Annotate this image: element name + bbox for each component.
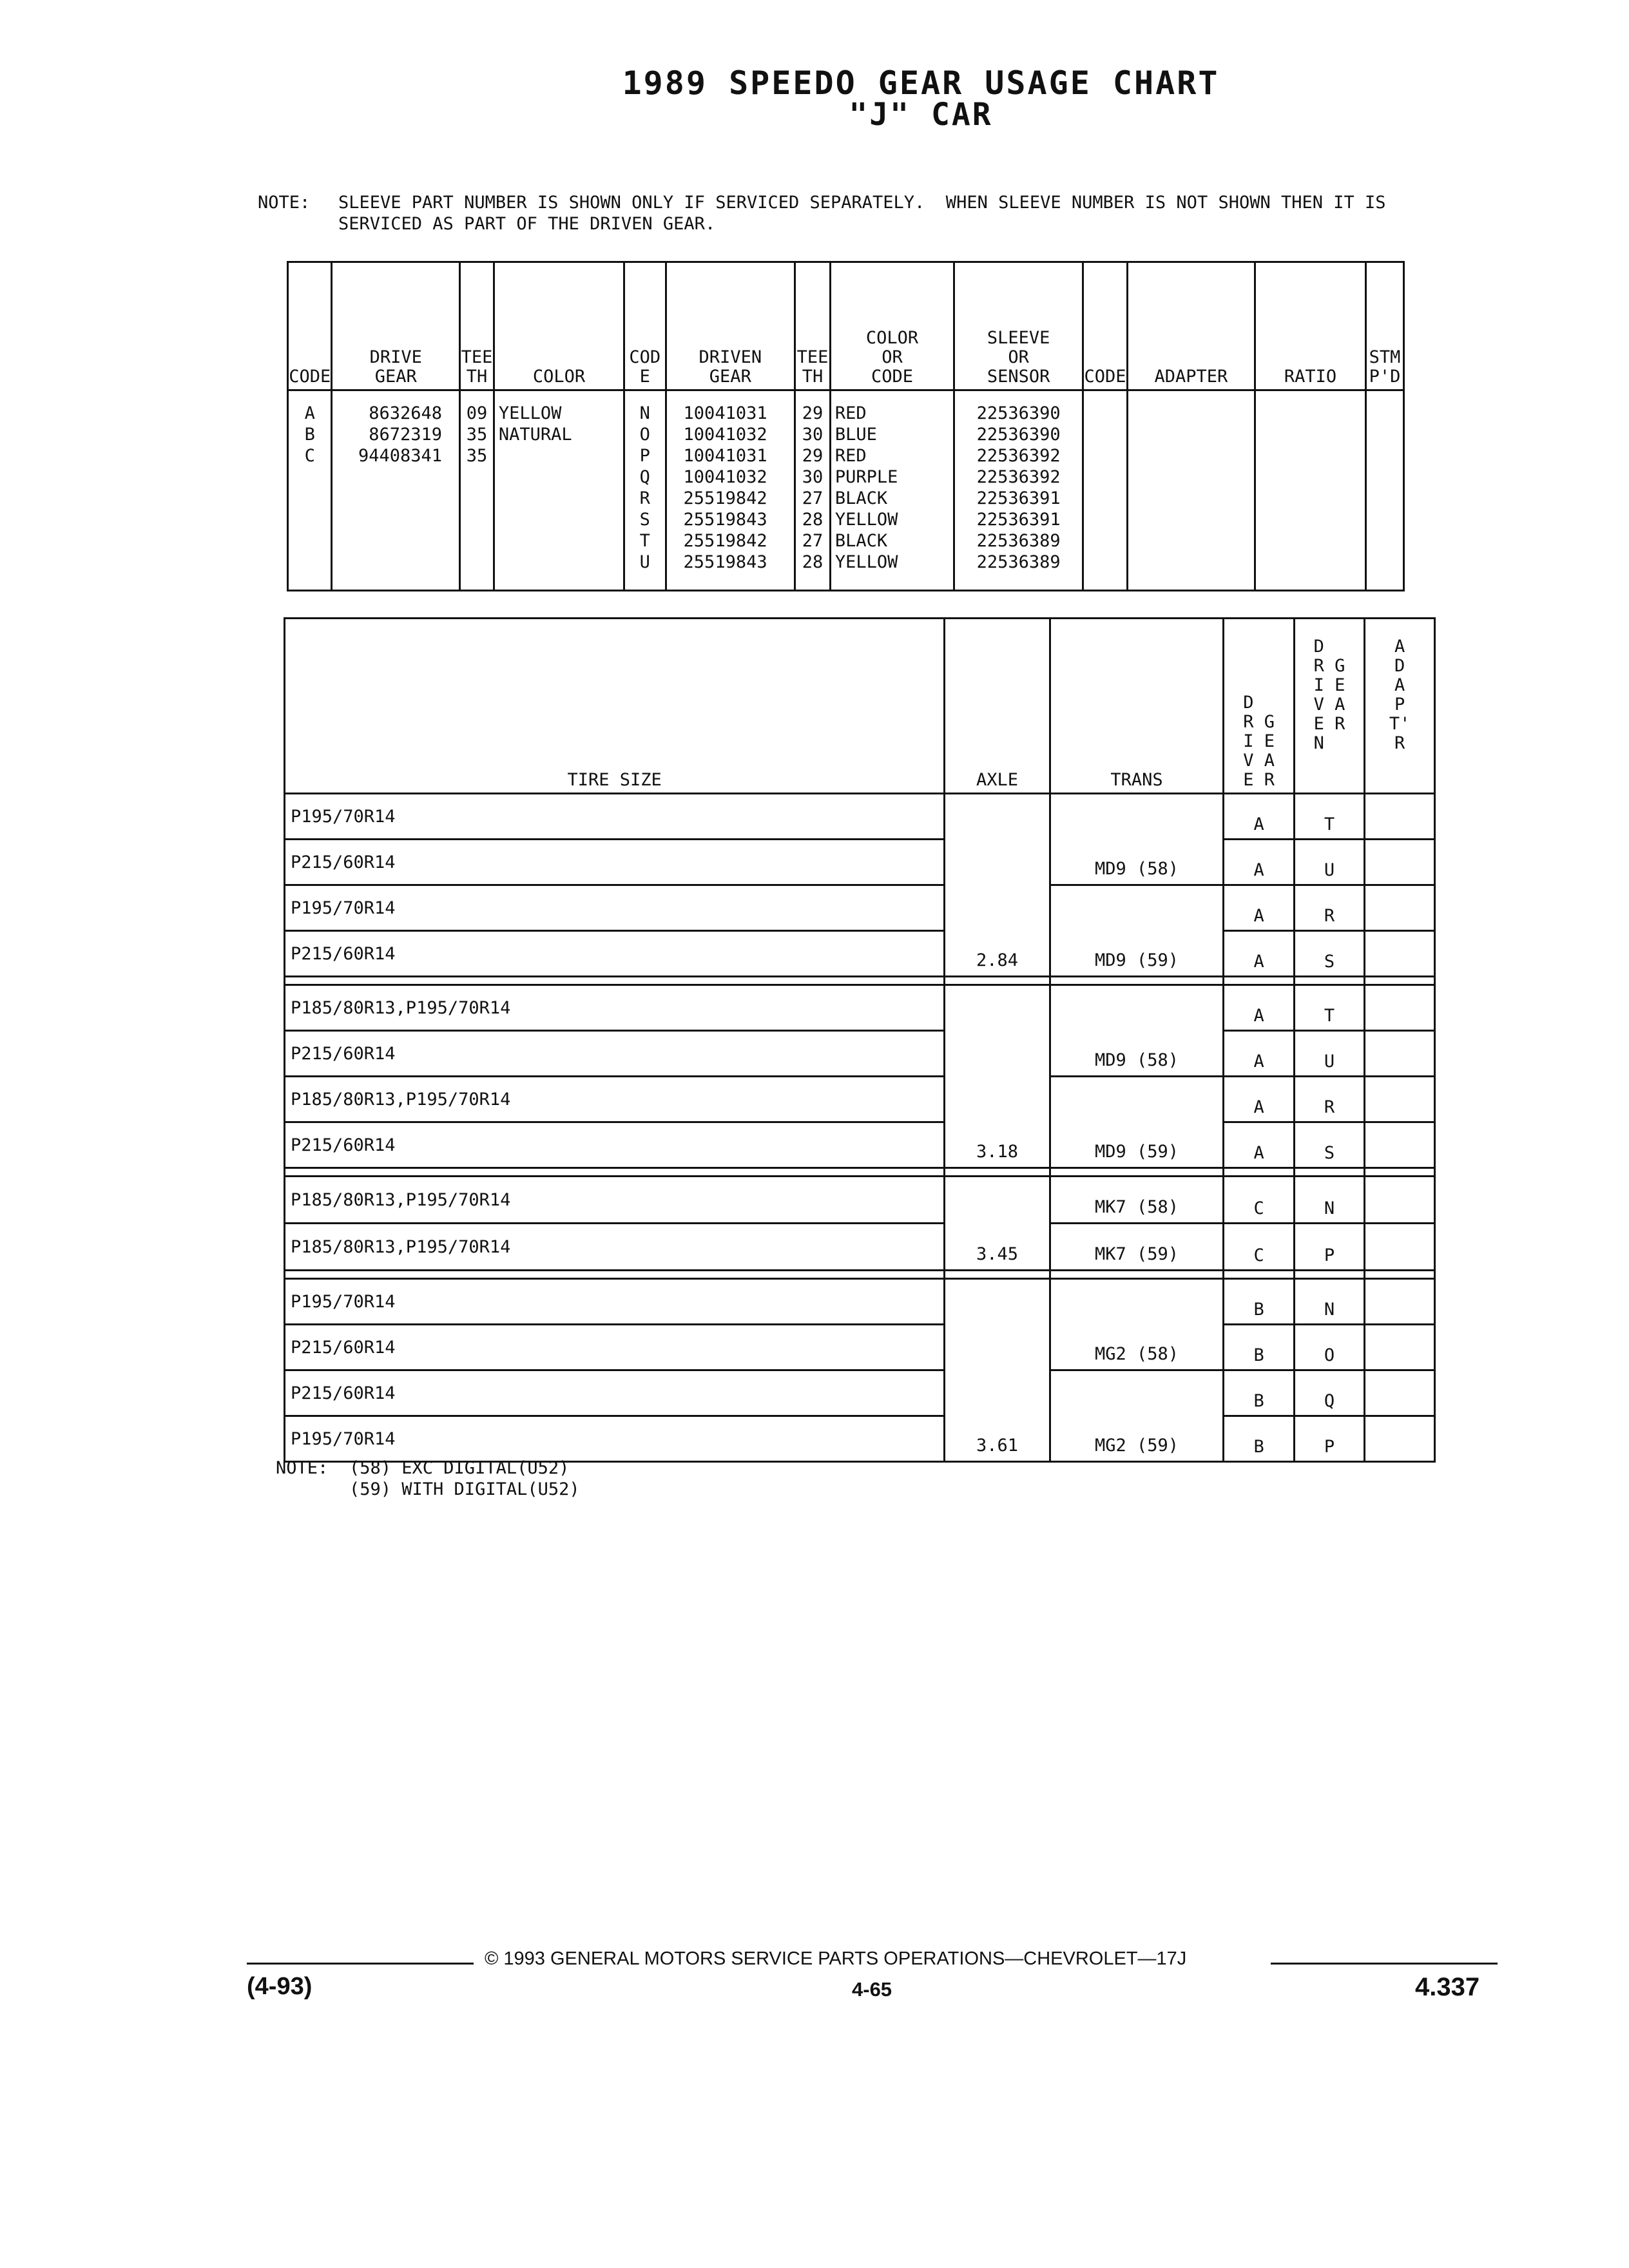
bottom-note-label: NOTE: bbox=[276, 1458, 329, 1478]
adapter-cell bbox=[1365, 1177, 1435, 1224]
adapter-cell bbox=[1365, 1325, 1435, 1370]
col-sleeve-or-sensor: SLEEVE OR SENSOR bbox=[954, 262, 1083, 390]
driven-gear-cell: N bbox=[1294, 1177, 1364, 1224]
bottom-note-line-2: (59) WITH DIGITAL(U52) bbox=[349, 1479, 580, 1499]
driven-gear-cell: U bbox=[1294, 1031, 1364, 1077]
col-code-2: CODE bbox=[624, 262, 666, 390]
drive-gear-cell: A bbox=[1224, 1031, 1294, 1077]
col-drive-gear-2: D R G I E V A E R bbox=[1224, 619, 1294, 794]
sleeve-numbers: 22536390 22536390 22536392 22536392 22536391 22536391 22536389 22536389 bbox=[954, 390, 1083, 591]
tire-size-cell: P185/80R13,P195/70R14 bbox=[285, 1177, 945, 1224]
tire-size-cell: P195/70R14 bbox=[285, 1416, 945, 1462]
driven-gear-cell: R bbox=[1294, 1077, 1364, 1122]
table-row bbox=[285, 1325, 1435, 1370]
drive-colors: YELLOW NATURAL bbox=[494, 390, 624, 591]
trans-cell: MG2 (59) bbox=[1050, 1370, 1224, 1462]
table-row bbox=[285, 885, 1435, 931]
table-row bbox=[285, 985, 1435, 1031]
table-row bbox=[285, 1370, 1435, 1416]
axle-cell: 2.84 bbox=[945, 794, 1050, 977]
driven-gear-cell: S bbox=[1294, 1122, 1364, 1168]
col-code: CODE bbox=[288, 262, 332, 390]
footer-date: (4-93) bbox=[247, 1973, 313, 2000]
drive-codes: A B C bbox=[288, 390, 332, 591]
adapter-cell bbox=[1127, 390, 1255, 591]
drive-gear-cell: B bbox=[1224, 1279, 1294, 1325]
adapter-cell bbox=[1365, 1077, 1435, 1122]
col-adapter: ADAPTER bbox=[1127, 262, 1255, 390]
note-line-1: SLEEVE PART NUMBER IS SHOWN ONLY IF SERVICED SEPARATELY. WHEN SLEEVE NUMBER IS NOT SHOWN THEN IT IS bbox=[338, 193, 1386, 213]
col-code-3: CODE bbox=[1083, 262, 1127, 390]
driven-gear-cell: S bbox=[1294, 931, 1364, 977]
driven-gear-cell: P bbox=[1294, 1224, 1364, 1271]
driven-gear-cell: N bbox=[1294, 1279, 1364, 1325]
drive-gear-cell: B bbox=[1224, 1416, 1294, 1462]
note-line-2: SERVICED AS PART OF THE DRIVEN GEAR. bbox=[338, 214, 716, 234]
drive-gear-cell: C bbox=[1224, 1224, 1294, 1271]
driven-colors: RED BLUE RED PURPLE BLACK YELLOW BLACK YELLOW bbox=[830, 390, 954, 591]
ratio-cell bbox=[1255, 390, 1365, 591]
tire-size-cell: P215/60R14 bbox=[285, 1325, 945, 1370]
tire-size-cell: P215/60R14 bbox=[285, 1370, 945, 1416]
driven-gear-cell: R bbox=[1294, 885, 1364, 931]
bottom-note-line-1: (58) EXC DIGITAL(U52) bbox=[349, 1458, 570, 1478]
table-row bbox=[285, 794, 1435, 840]
col-driven-gear-2: D R G I E V A E R N bbox=[1294, 619, 1364, 794]
adapter-cell bbox=[1365, 794, 1435, 840]
group-separator bbox=[285, 1271, 1435, 1279]
driven-codes: N O P Q R S T U bbox=[624, 390, 666, 591]
table-row bbox=[285, 1177, 1435, 1224]
adapter-cell bbox=[1365, 985, 1435, 1031]
code-3-cell bbox=[1083, 390, 1127, 591]
tire-size-cell: P215/60R14 bbox=[285, 931, 945, 977]
footer-page-right: 4.337 bbox=[1415, 1973, 1480, 2001]
col-driven-gear: DRIVEN GEAR bbox=[666, 262, 795, 390]
adapter-cell bbox=[1365, 931, 1435, 977]
tire-size-cell: P215/60R14 bbox=[285, 1122, 945, 1168]
adapter-cell bbox=[1365, 1416, 1435, 1462]
trans-cell: MD9 (58) bbox=[1050, 794, 1224, 885]
table-row bbox=[285, 1279, 1435, 1325]
trans-cell: MK7 (59) bbox=[1050, 1224, 1224, 1271]
group-separator bbox=[285, 977, 1435, 985]
drive-gear-cell: C bbox=[1224, 1177, 1294, 1224]
trans-cell: MD9 (58) bbox=[1050, 985, 1224, 1077]
usage-table bbox=[284, 617, 1436, 1463]
col-tire-size: TIRE SIZE bbox=[285, 619, 945, 794]
table-row bbox=[285, 1122, 1435, 1168]
trans-cell: MG2 (58) bbox=[1050, 1279, 1224, 1370]
gear-table bbox=[287, 261, 1405, 591]
adapter-cell bbox=[1365, 840, 1435, 885]
adapter-cell bbox=[1365, 1031, 1435, 1077]
col-teeth-2: TEETH bbox=[795, 262, 831, 390]
table-row bbox=[285, 1224, 1435, 1271]
page-subtitle: "J" CAR bbox=[849, 97, 993, 133]
col-adapt-r: A D A P T' R bbox=[1365, 619, 1435, 794]
drive-gear-cell: A bbox=[1224, 1077, 1294, 1122]
tire-size-cell: P195/70R14 bbox=[285, 794, 945, 840]
col-color: COLOR bbox=[494, 262, 624, 390]
col-color-or-code: COLOR OR CODE bbox=[830, 262, 954, 390]
drive-gear-cell: B bbox=[1224, 1370, 1294, 1416]
col-axle: AXLE bbox=[945, 619, 1050, 794]
tire-size-cell: P185/80R13,P195/70R14 bbox=[285, 1077, 945, 1122]
axle-cell: 3.45 bbox=[945, 1177, 1050, 1271]
tire-size-cell: P215/60R14 bbox=[285, 1031, 945, 1077]
drive-gear-cell: A bbox=[1224, 840, 1294, 885]
adapter-cell bbox=[1365, 885, 1435, 931]
axle-cell: 3.18 bbox=[945, 985, 1050, 1168]
driven-gear-cell: T bbox=[1294, 985, 1364, 1031]
col-ratio: RATIO bbox=[1255, 262, 1365, 390]
footer-rule-right bbox=[1271, 1963, 1498, 1965]
table-row bbox=[285, 840, 1435, 885]
drive-teeth: 09 35 35 bbox=[460, 390, 494, 591]
trans-cell: MK7 (58) bbox=[1050, 1177, 1224, 1224]
drive-gear-cell: A bbox=[1224, 985, 1294, 1031]
adapter-cell bbox=[1365, 1279, 1435, 1325]
driven-gear-cell: P bbox=[1294, 1416, 1364, 1462]
trans-cell: MD9 (59) bbox=[1050, 885, 1224, 977]
driven-gear-cell: T bbox=[1294, 794, 1364, 840]
table-row bbox=[285, 1416, 1435, 1462]
driven-gears: 10041031 10041032 10041031 10041032 25519842 25519843 25519842 25519843 bbox=[666, 390, 795, 591]
tire-size-cell: P185/80R13,P195/70R14 bbox=[285, 1224, 945, 1271]
trans-cell: MD9 (59) bbox=[1050, 1077, 1224, 1168]
adapter-cell bbox=[1365, 1122, 1435, 1168]
driven-gear-cell: O bbox=[1294, 1325, 1364, 1370]
col-trans: TRANS bbox=[1050, 619, 1224, 794]
table-row bbox=[285, 1031, 1435, 1077]
axle-cell: 3.61 bbox=[945, 1279, 1050, 1462]
page-title: 1989 SPEEDO GEAR USAGE CHART bbox=[622, 64, 1220, 102]
col-teeth: TEETH bbox=[460, 262, 494, 390]
stmpd-cell bbox=[1366, 390, 1404, 591]
table-row bbox=[285, 1077, 1435, 1122]
adapter-cell bbox=[1365, 1224, 1435, 1271]
drive-gear-cell: A bbox=[1224, 1122, 1294, 1168]
note-label: NOTE: bbox=[258, 193, 311, 213]
adapter-cell bbox=[1365, 1370, 1435, 1416]
drive-gears: 8632648 8672319 94408341 bbox=[332, 390, 460, 591]
drive-gear-cell: A bbox=[1224, 931, 1294, 977]
driven-gear-cell: Q bbox=[1294, 1370, 1364, 1416]
footer-copyright: © 1993 GENERAL MOTORS SERVICE PARTS OPERATIONS—CHEVROLET—17J bbox=[485, 1948, 1187, 1969]
driven-teeth: 29 30 29 30 27 28 27 28 bbox=[795, 390, 831, 591]
driven-gear-cell: U bbox=[1294, 840, 1364, 885]
tire-size-cell: P195/70R14 bbox=[285, 1279, 945, 1325]
footer-rule-left bbox=[247, 1963, 474, 1965]
drive-gear-cell: B bbox=[1224, 1325, 1294, 1370]
table-row bbox=[285, 931, 1435, 977]
col-drive-gear: DRIVE GEAR bbox=[332, 262, 460, 390]
footer-page-center: 4-65 bbox=[852, 1978, 892, 2001]
drive-gear-cell: A bbox=[1224, 794, 1294, 840]
col-stmpd: STMP'D bbox=[1366, 262, 1404, 390]
tire-size-cell: P195/70R14 bbox=[285, 885, 945, 931]
tire-size-cell: P215/60R14 bbox=[285, 840, 945, 885]
tire-size-cell: P185/80R13,P195/70R14 bbox=[285, 985, 945, 1031]
group-separator bbox=[285, 1168, 1435, 1177]
drive-gear-cell: A bbox=[1224, 885, 1294, 931]
